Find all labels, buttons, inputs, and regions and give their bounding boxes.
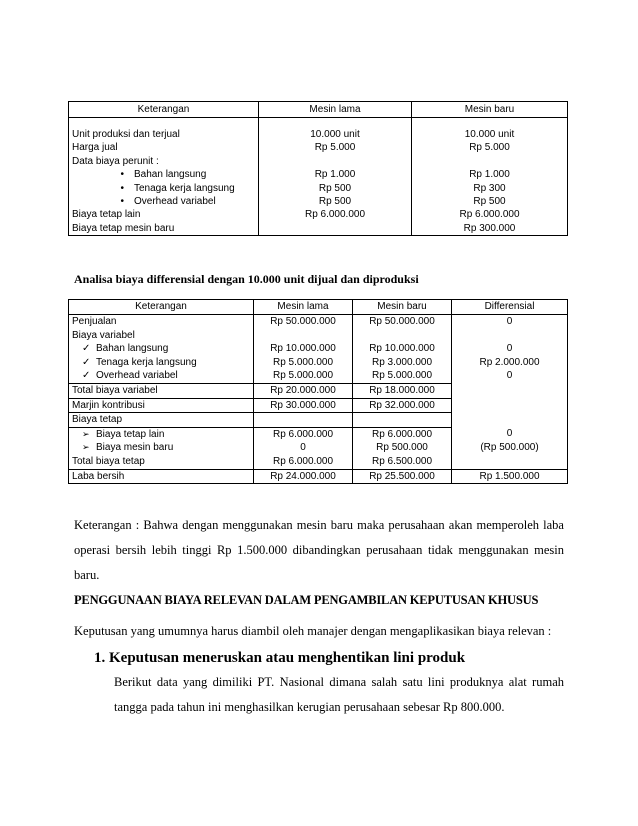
arrow-bullet-icon: ➢ <box>82 428 90 439</box>
arrow-bullet-icon: ➢ <box>82 442 90 453</box>
table-row: ✓ Overhead variabel Rp 5.000.000 Rp 5.000.000 0 <box>69 369 568 383</box>
table-row: ➢ Biaya mesin baru 0 Rp 500.000 (Rp 500.000) <box>69 441 568 455</box>
checkmark-icon: ✓ <box>82 343 91 355</box>
table-row: Unit produksi dan terjual 10.000 unit 10.000 unit <box>69 128 568 141</box>
table-row: Harga jual Rp 5.000 Rp 5.000 <box>69 141 568 154</box>
table-row: Total biaya variabel Rp 20.000.000 Rp 18.000.000 <box>69 383 568 398</box>
bullet-icon: • <box>120 196 124 208</box>
checkmark-icon: ✓ <box>82 356 91 368</box>
subsection-paragraph: Berikut data yang dimiliki PT. Nasional dimana salah satu lini produknya alat rumah tangga pada tahun ini menghasilkan kerugian perusahaan sebesar Rp 800.000. <box>114 675 564 714</box>
table-row: ✓ Bahan langsung Rp 10.000.000 Rp 10.000.000 0 <box>69 342 568 356</box>
table-row: Biaya tetap mesin baru Rp 300.000 <box>69 222 568 236</box>
table-row: Biaya tetap lain Rp 6.000.000 Rp 6.000.000 <box>69 208 568 221</box>
table-row: Marjin kontribusi Rp 30.000.000 Rp 32.000.000 <box>69 398 568 413</box>
keterangan-paragraph: Keterangan : Bahwa dengan menggunakan mesin baru maka perusahaan akan memperoleh laba operasi bersih lebih tinggi Rp 1.500.000 dibandingkan perusahaan tidak menggunakan mesin baru. <box>74 518 564 582</box>
table-row: Laba bersih Rp 24.000.000 Rp 25.500.000 Rp 1.500.000 <box>69 469 568 484</box>
table-row: Total biaya tetap Rp 6.000.000 Rp 6.500.000 <box>69 455 568 469</box>
table-row: • Tenaga kerja langsung Rp 500 Rp 300 <box>69 182 568 195</box>
intro-text: Keputusan yang umumnya harus diambil oleh manajer dengan mengaplikasikan biaya relevan : <box>74 624 552 638</box>
col-header: Mesin baru <box>412 102 568 118</box>
machine-data-table <box>68 101 568 236</box>
table-row: Penjualan Rp 50.000.000 Rp 50.000.000 0 <box>69 315 568 329</box>
bullet-icon: • <box>120 169 124 181</box>
checkmark-icon: ✓ <box>82 370 91 382</box>
col-header: Keterangan <box>69 102 259 118</box>
differential-analysis-table <box>68 299 568 484</box>
table-row: • Overhead variabel Rp 500 Rp 500 <box>69 195 568 208</box>
table-row: ✓ Tenaga kerja langsung Rp 5.000.000 Rp 3.000.000 Rp 2.000.000 <box>69 356 568 370</box>
table-row: Biaya tetap <box>69 413 568 428</box>
analysis-subtitle: Analisa biaya differensial dengan 10.000 unit dijual dan diproduksi <box>74 272 419 286</box>
col-header: Mesin baru <box>353 300 452 315</box>
col-header: Differensial <box>452 300 568 315</box>
table-row: • Bahan langsung Rp 1.000 Rp 1.000 <box>69 168 568 181</box>
col-header: Keterangan <box>69 300 254 315</box>
table-row: Data biaya perunit : <box>69 155 568 168</box>
subsection-title: 1. Keputusan meneruskan atau menghentikan lini produk <box>94 650 466 666</box>
bullet-icon: • <box>120 182 124 194</box>
section-heading: PENGGUNAAN BIAYA RELEVAN DALAM PENGAMBILAN KEPUTUSAN KHUSUS <box>74 593 539 607</box>
col-header: Mesin lama <box>254 300 353 315</box>
col-header: Mesin lama <box>259 102 412 118</box>
table-row: ➢ Biaya tetap lain Rp 6.000.000 Rp 6.000.000 0 <box>69 427 568 441</box>
table-row: Biaya variabel <box>69 329 568 343</box>
